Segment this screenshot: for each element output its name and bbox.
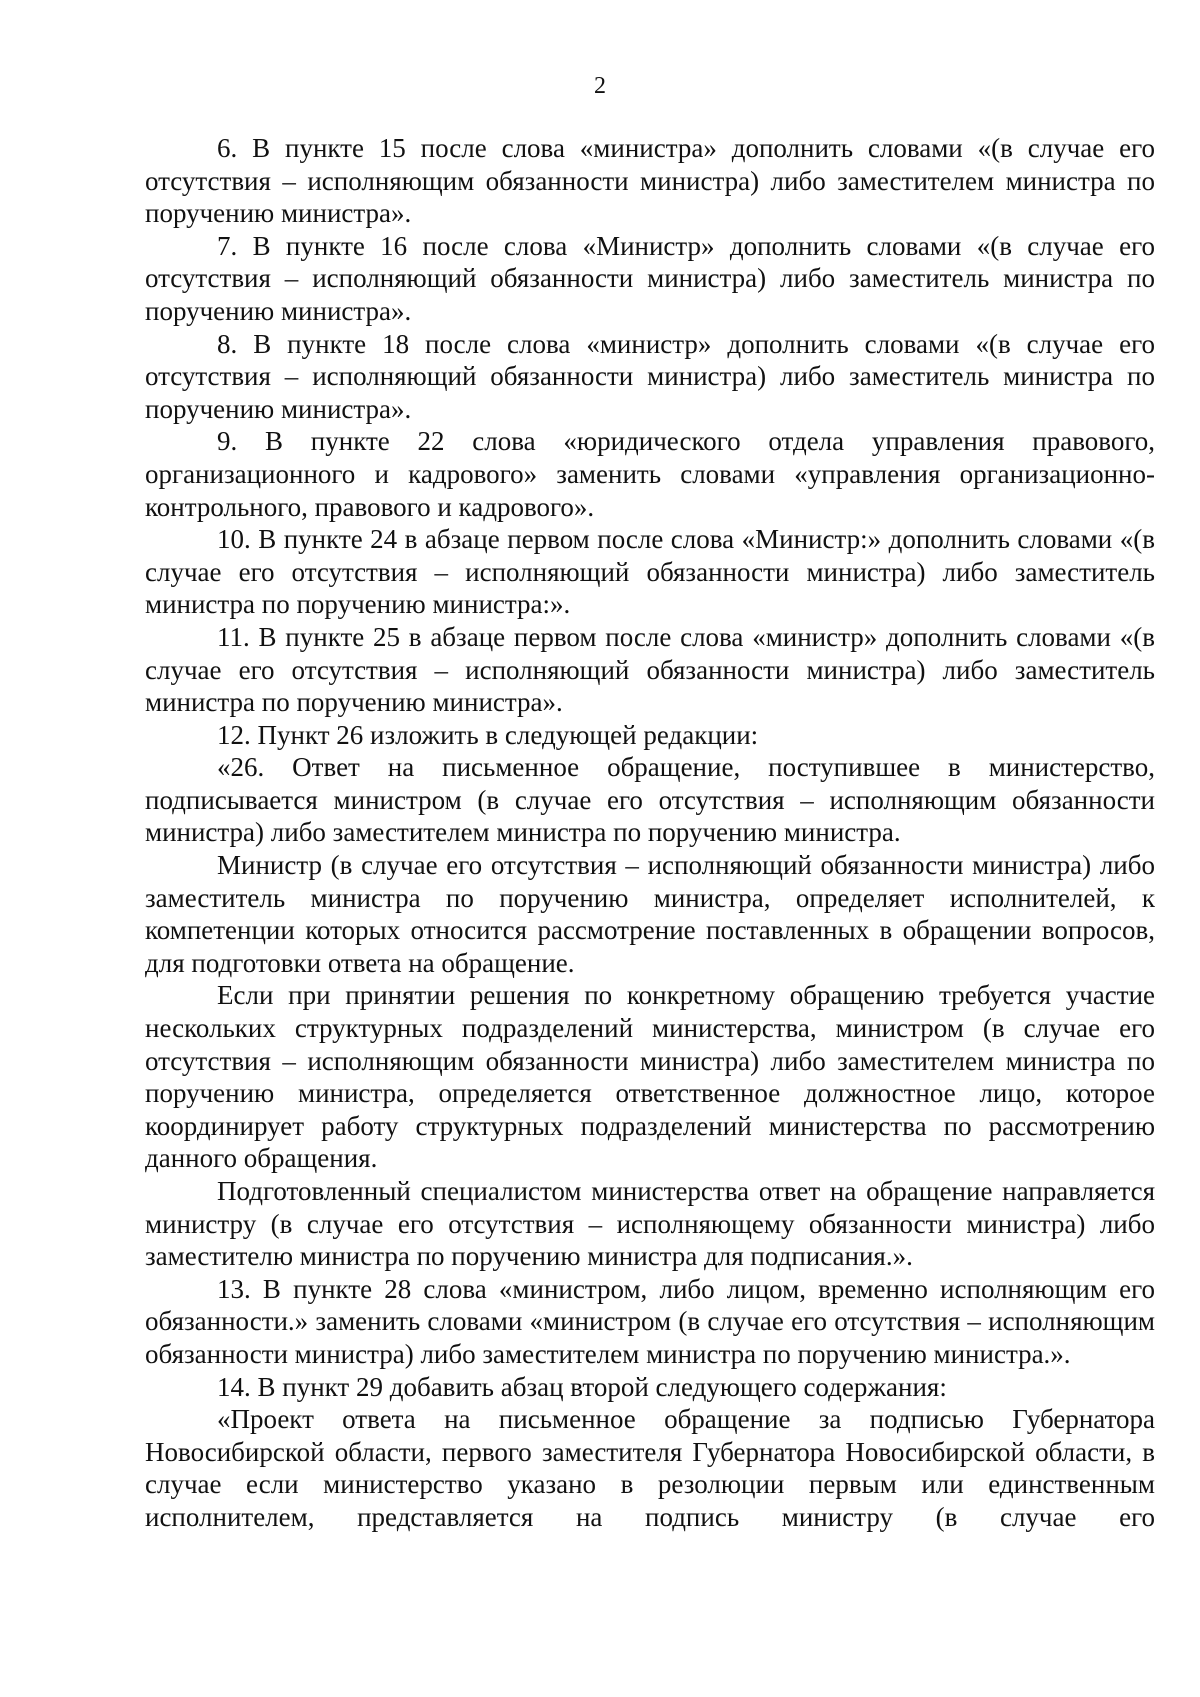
paragraph-item-13: 13. В пункте 28 слова «министром, либо лицом, временно исполняющим его обязанности.» заменить словами «министром (в случае его отсутствия – исполняющим обязанности министра) либо заместителем министра по поручению министра.». — [145, 1273, 1155, 1369]
paragraph-item-14: 14. В пункт 29 добавить абзац второй следующего содержания: — [217, 1371, 947, 1402]
document-body — [145, 132, 1155, 1534]
paragraph-item-8: 8. В пункте 18 после слова «министр» дополнить словами «(в случае его отсутствия – исполняющий обязанности министра) либо заместитель министра по поручению министра». — [145, 328, 1155, 424]
paragraph-item-7: 7. В пункте 16 после слова «Министр» дополнить словами «(в случае его отсутствия – исполняющий обязанности министра) либо заместитель министра по поручению министра». — [145, 230, 1155, 326]
paragraph-item-9: 9. В пункте 22 слова «юридического отдела управления правового, организационного и кадрового» заменить словами «управления организационно-контрольного, правового и кадрового». — [145, 426, 1155, 522]
paragraph-point-26-part-4: Подготовленный специалистом министерства ответ на обращение направляется министру (в случае его отсутствия – исполняющему обязанности министра) либо заместителю министра по поручению министра для подписания.». — [145, 1176, 1155, 1272]
page-number: 2 — [594, 73, 606, 99]
paragraph-item-6: 6. В пункте 15 после слова «министра» дополнить словами «(в случае его отсутствия – исполняющим обязанности министра) либо заместителем министра по поручению министра». — [145, 133, 1155, 229]
paragraph-item-11: 11. В пункте 25 в абзаце первом после слова «министр» дополнить словами «(в случае его отсутствия – исполняющий обязанности министра) либо заместитель министра по поручению министра». — [145, 621, 1155, 718]
paragraph-point-26-part-3: Если при принятии решения по конкретному обращению требуется участие нескольких структурных подразделений министерства, министром (в случае его отсутствия – исполняющим обязанности министра) либо заместителем министра по поручению министра, определяется ответственное должностное лицо, которое координирует работу структурных подразделений министерства по рассмотрению данного обращения. — [145, 980, 1155, 1174]
paragraph-item-12: 12. Пункт 26 изложить в следующей редакции: — [217, 719, 759, 750]
paragraph-point-26-part-2: Министр (в случае его отсутствия – исполняющий обязанности министра) либо заместитель министра по поручению министра, определяет исполнителей, к компетенции которых относится рассмотрение поставленных в обращении вопросов, для подготовки ответа на обращение. — [145, 850, 1155, 978]
paragraph-point-29-addition: «Проект ответа на письменное обращение за подписью Губернатора Новосибирской области, первого заместителя Губернатора Новосибирской области, в случае если министерство указано в резолюции первым или единственным исполнителем, представляется на подпись министру (в случае его — [145, 1404, 1155, 1532]
paragraph-point-26-part-1: «26. Ответ на письменное обращение, поступившее в министерство, подписывается министром (в случае его отсутствия – исполняющим обязанности министра) либо заместителем министра по поручению министра. — [145, 752, 1155, 848]
paragraph-item-10: 10. В пункте 24 в абзаце первом после слова «Министр:» дополнить словами «(в случае его отсутствия – исполняющий обязанности министра) либо заместитель министра по поручению министра:». — [145, 524, 1155, 620]
